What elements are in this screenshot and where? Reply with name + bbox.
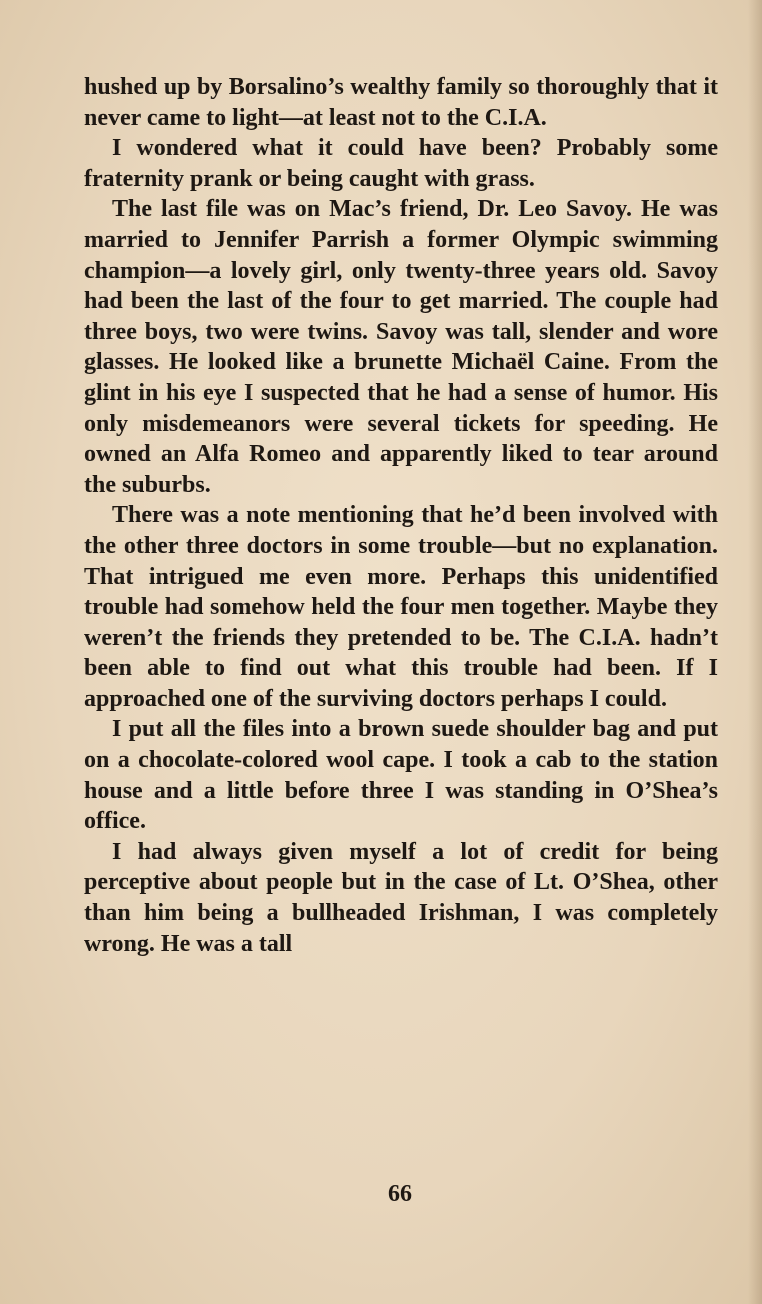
paragraph: I wondered what it could have been? Probably some fraternity prank or being caught with grass.: [84, 135, 718, 192]
paragraph: I put all the files into a brown suede shoulder bag and put on a chocolate-colored wool cape. I took a cab to the station house and a little before three I was standing in O’Shea’s office.: [84, 716, 718, 835]
page-number: 66: [388, 1181, 412, 1207]
paragraph: The last file was on Mac’s friend, Dr. Leo Savoy. He was married to Jennifer Parrish a former Olympic swimming champion—a lovely girl, only twenty-three years old. Savoy had been the last of the four to get married. The couple had three boys, two were twins. Savoy was tall, slender and wore glasses. He looked like a brunette Michaël Caine. From the glint in his eye I suspected that he had a sense of humor. His only misdemeanors were several tickets for speeding. He owned an Alfa Romeo and apparently liked to tear around the suburbs.: [84, 196, 718, 498]
body-text: [84, 72, 718, 959]
paragraph: I had always given myself a lot of credit for being perceptive about people but in the case of Lt. O’Shea, other than him being a bullheaded Irishman, I was completely wrong. He was a tall: [84, 838, 718, 957]
page-edge-shadow: [748, 0, 762, 1304]
paragraph-continued: hushed up by Borsalino’s wealthy family so thoroughly that it never came to light—at least not to the C.I.A.: [84, 74, 718, 131]
paragraph: There was a note mentioning that he’d been involved with the other three doctors in some trouble—but no explanation. That intrigued me even more. Perhaps this unidentified trouble had somehow held the four men together. Maybe they weren’t the friends they pretended to be. The C.I.A. hadn’t been able to find out what this trouble had been. If I approached one of the surviving doctors perhaps I could.: [84, 502, 718, 712]
